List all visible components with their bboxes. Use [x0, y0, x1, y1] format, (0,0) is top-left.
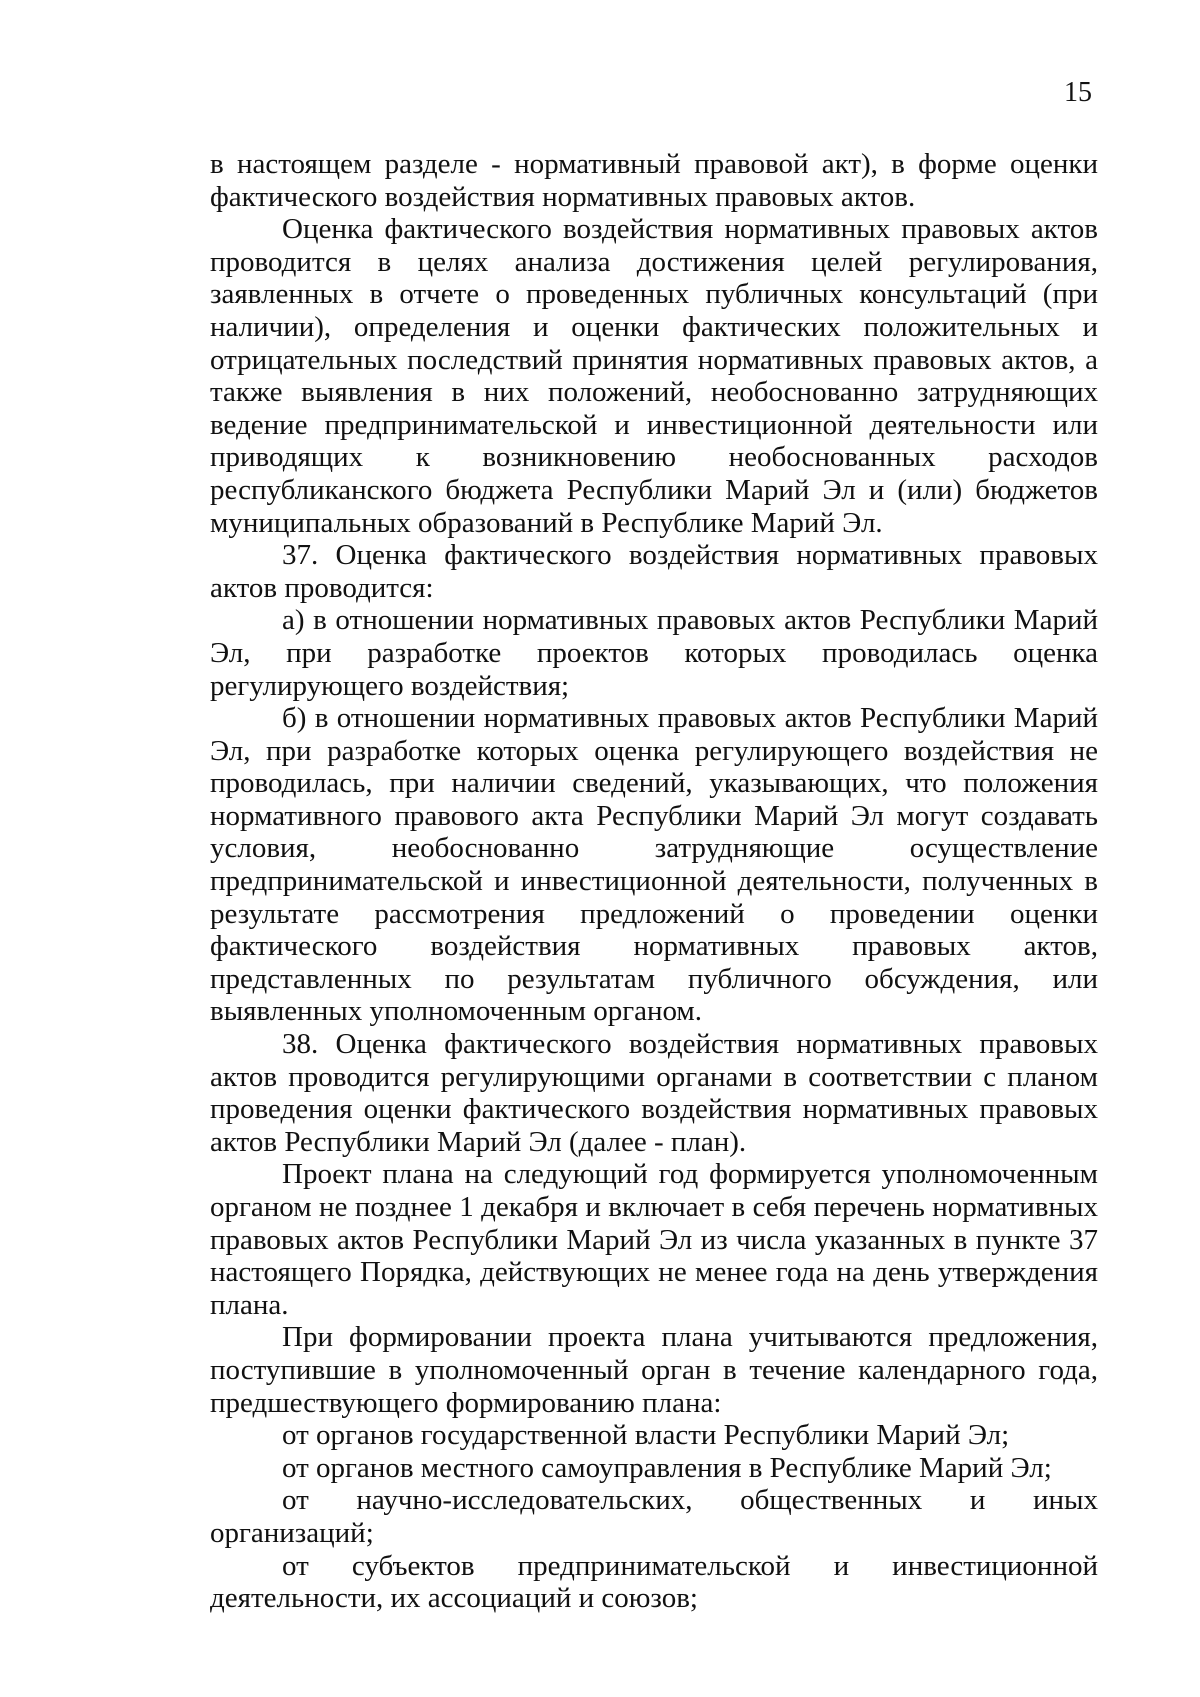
paragraph-item-37: 37. Оценка фактического воздействия нормативных правовых актов проводится: — [210, 539, 1098, 604]
paragraph-assessment-purpose: Оценка фактического воздействия нормативных правовых актов проводится в целях анализа достижения целей регулирования, заявленных в отчете о проведенных публичных консультаций (при наличии), определения и оценки фактических положительных и отрицательных последствий принятия нормативных правовых актов, а также выявления в них положений, необоснованно затрудняющих ведение предпринимательской и инвестиционной деятельности или приводящих к возникновению необоснованных расходов республиканского бюджета Республики Марий Эл и (или) бюджетов муниципальных образований в Республике Марий Эл. — [210, 213, 1098, 539]
paragraph-item-38: 38. Оценка фактического воздействия нормативных правовых актов проводится регулирующими органами в соответствии с планом проведения оценки фактического воздействия нормативных правовых актов Республики Марий Эл (далее - план). — [210, 1028, 1098, 1158]
list-item-business-entities: от субъектов предпринимательской и инвестиционной деятельности, их ассоциаций и союзов; — [210, 1549, 1098, 1615]
paragraph-item-37b: б) в отношении нормативных правовых актов Республики Марий Эл, при разработке которых оценка регулирующего воздействия не проводилась, при наличии сведений, указывающих, что положения нормативного правового акта Республики Марий Эл могут создавать условия, необоснованно затрудняющие осуществление предпринимательской и инвестиционной деятельности, полученных в результате рассмотрения предложений о проведении оценки фактического воздействия нормативных правовых актов, представленных по результатам публичного обсуждения, или выявленных уполномоченным органом. — [210, 702, 1098, 1028]
list-item-state-authorities: от органов государственной власти Республики Марий Эл; — [282, 1419, 1010, 1452]
document-body — [210, 148, 1098, 1615]
page-number: 15 — [1064, 77, 1092, 108]
paragraph-item-37a: а) в отношении нормативных правовых актов Республики Марий Эл, при разработке проектов которых проводилась оценка регулирующего воздействия; — [210, 604, 1098, 702]
list-item-research-organizations: от научно-исследовательских, общественных и иных организаций; — [210, 1484, 1098, 1549]
paragraph-plan-proposals: При формировании проекта плана учитываются предложения, поступившие в уполномоченный орган в течение календарного года, предшествующего формированию плана: — [210, 1321, 1098, 1419]
paragraph-plan-draft: Проект плана на следующий год формируется уполномоченным органом не позднее 1 декабря и включает в себя перечень нормативных правовых актов Республики Марий Эл из числа указанных в пункте 37 настоящего Порядка, действующих не менее года на день утверждения плана. — [210, 1158, 1098, 1321]
list-item-local-government: от органов местного самоуправления в Республике Марий Эл; — [282, 1451, 1052, 1484]
paragraph-section-continuation: в настоящем разделе - нормативный правовой акт), в форме оценки фактического воздействия нормативных правовых актов. — [210, 148, 1098, 213]
